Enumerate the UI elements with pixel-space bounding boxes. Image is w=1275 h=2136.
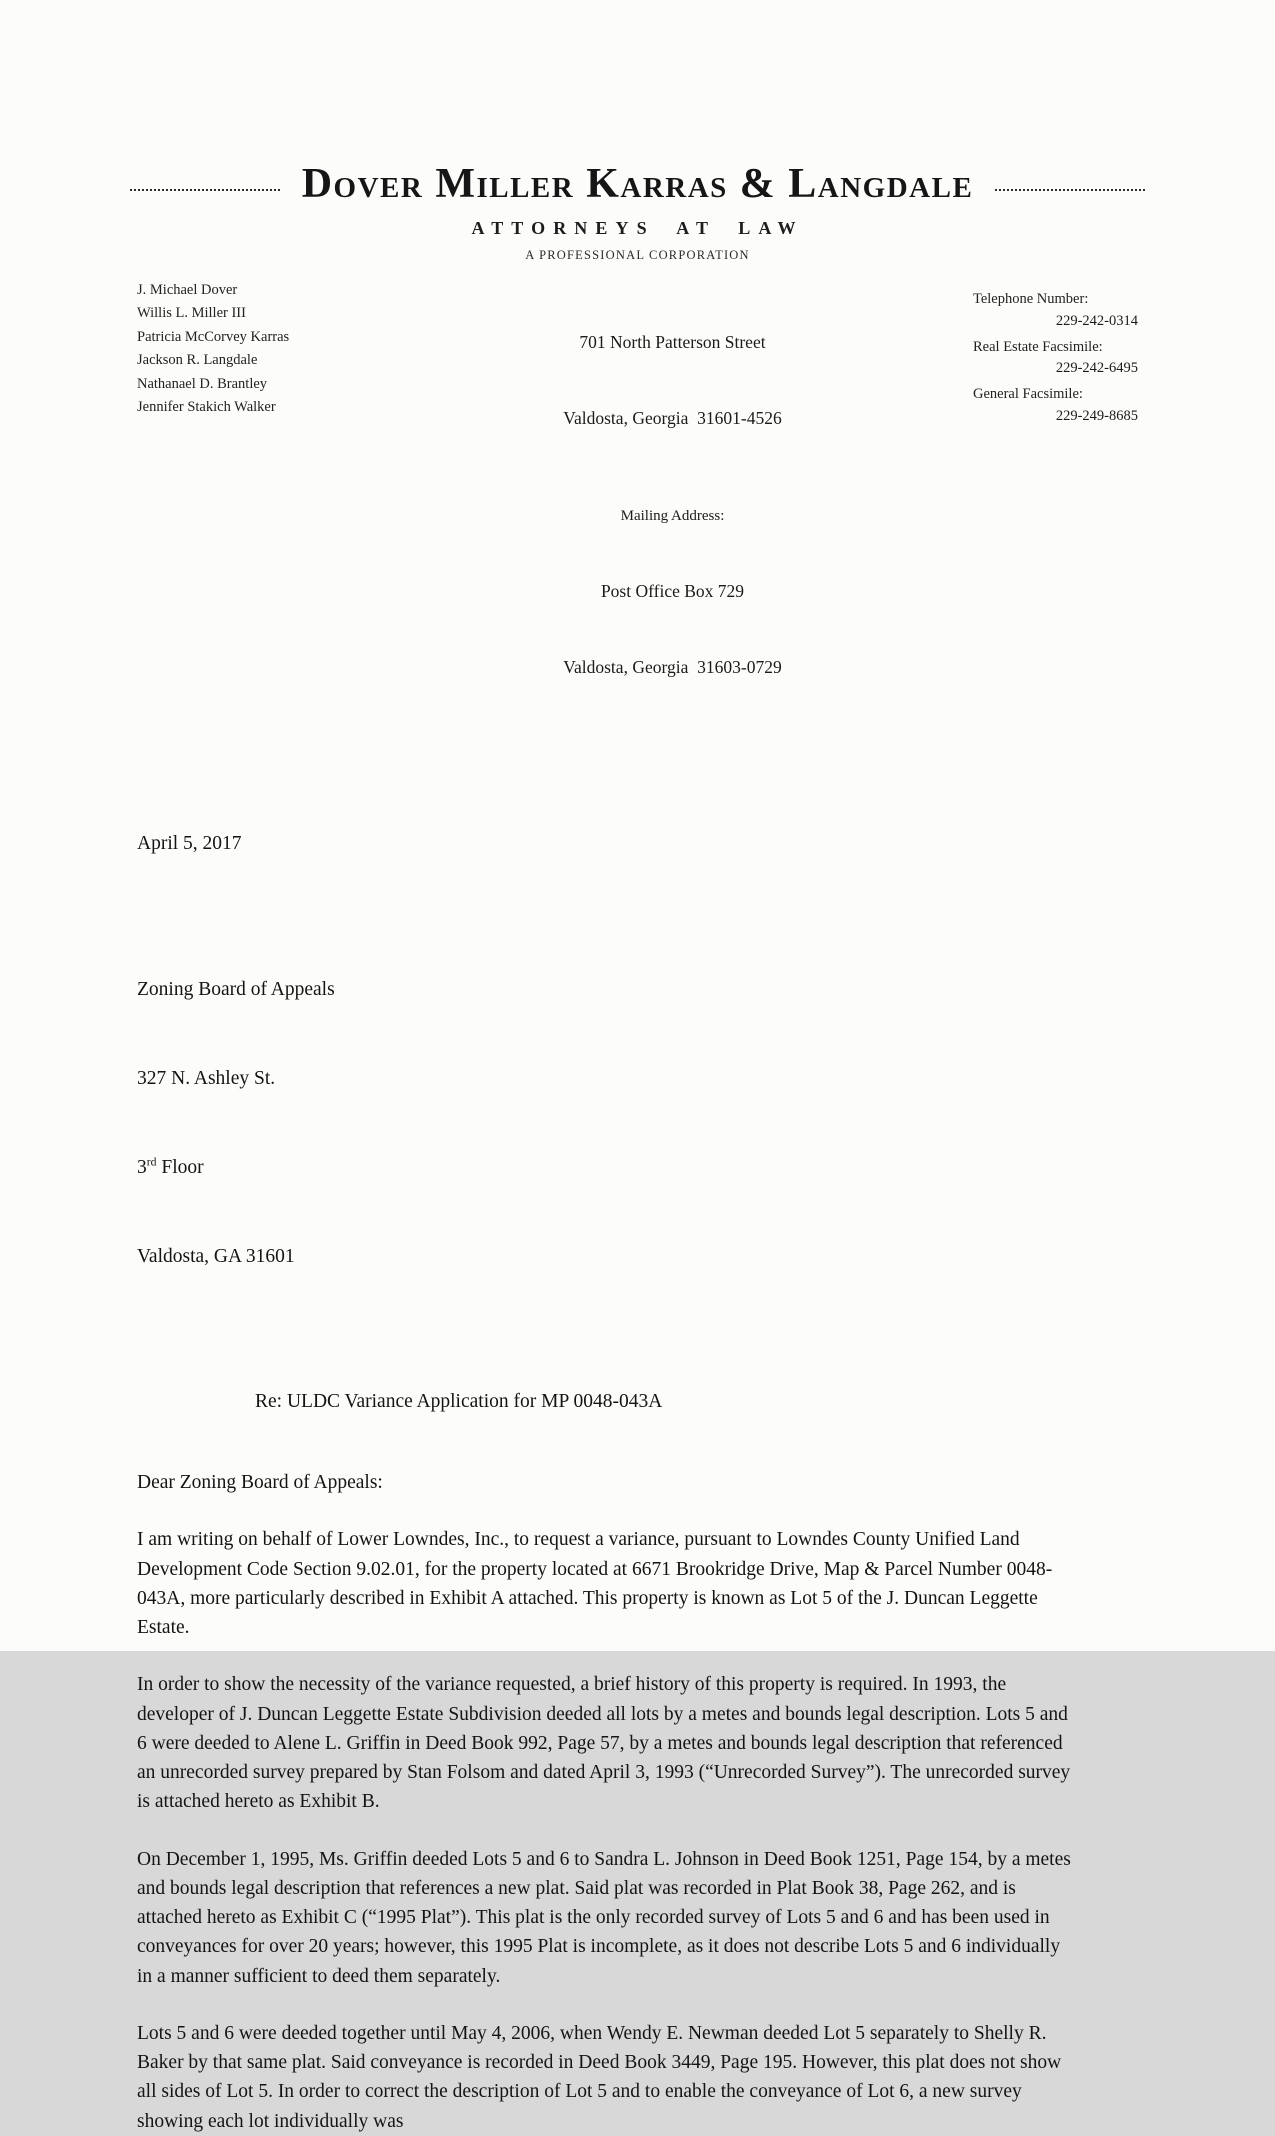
attorney-name: Willis L. Miller III: [137, 305, 246, 322]
street-address-line2: Valdosta, Georgia 31601-4526: [563, 407, 782, 428]
mailing-address-line2: Valdosta, Georgia 31603-0729: [563, 656, 782, 677]
letterhead-info-columns: [137, 279, 1138, 731]
street-address-line1: 701 North Patterson Street: [579, 331, 766, 352]
firm-name-row: [137, 160, 1138, 208]
real-estate-facsimile-label: Real Estate Facsimile:: [973, 338, 1103, 355]
body-paragraph-2: In order to show the necessity of the variance requested, a brief history of this property is required. In 1993, the developer of J. Duncan Leggette Estate Subdivision deeded all lots by a metes and bounds legal description. Lots 5 and 6 were deeded to Alene L. Griffin in Deed Book 992, Page 57, by a metes and bounds legal description that referenced an unrecorded survey prepared by Stan Folsom and dated April 3, 1993 (“Unrecorded Survey”). The unrecorded survey is attached hereto as Exhibit B.: [137, 1674, 1071, 1813]
telephone-label: Telephone Number:: [973, 291, 1089, 307]
letterhead: [0, 0, 1275, 731]
firm-contact-block: [973, 289, 1138, 432]
re-subject-line: Re: ULDC Variance Application for MP 0048-043A: [255, 1390, 663, 1412]
attorney-list: [137, 279, 372, 420]
attorney-name: Jackson R. Langdale: [137, 352, 258, 369]
body-paragraph-1: I am writing on behalf of Lower Lowndes, Inc., to request a variance, pursuant to Lowndes County Unified Land Development Code Section 9.02.01, for the property located at 6671 Brookridge Drive, Map & Parcel Number 0048-043A, more particularly described in Exhibit A attached. This property is known as Lot 5 of the J. Duncan Leggette Estate.: [137, 1529, 1053, 1638]
body-paragraph-4: Lots 5 and 6 were deeded together until May 4, 2006, when Wendy E. Newman deeded Lot 5 separately to Shelly R. Baker by that same plat. Said conveyance is recorded in Deed Book 3449, Page 195. However, this plat does not show all sides of Lot 5. In order to correct the description of Lot 5 and to enable the conveyance of Lot 6, a new survey showing each lot individually was: [137, 2022, 1062, 2132]
attorney-name: J. Michael Dover: [137, 282, 238, 298]
attorney-name: Nathanael D. Brantley: [137, 375, 268, 392]
decorative-dotted-rule-left: [130, 189, 280, 191]
attorney-name: Jennifer Stakich Walker: [137, 399, 276, 416]
attorneys-at-law-tagline: ATTORNEYS AT LAW: [471, 218, 804, 238]
floor-number: 3: [137, 1157, 147, 1178]
floor-ordinal-suffix: rd: [146, 1155, 157, 1169]
attorney-name: Patricia McCorvey Karras: [137, 328, 290, 345]
mailing-address-line1: Post Office Box 729: [600, 580, 745, 601]
recipient-address-block: [137, 916, 1078, 1331]
recipient-city-state-zip: Valdosta, GA 31601: [137, 1245, 295, 1267]
salutation: Dear Zoning Board of Appeals:: [137, 1472, 383, 1493]
recipient-street: 327 N. Ashley St.: [137, 1068, 276, 1090]
general-facsimile-number: 229-249-8685: [1055, 407, 1138, 424]
real-estate-facsimile-number: 229-242-6495: [1055, 360, 1138, 377]
letter-body: [0, 829, 1275, 2136]
recipient-floor: [137, 1153, 1078, 1183]
firm-name: Dover Miller Karras & Langdale: [301, 161, 974, 207]
telephone-number: 229-242-0314: [1055, 312, 1138, 329]
mailing-address-label: Mailing Address:: [620, 508, 725, 524]
letter-date: April 5, 2017: [137, 832, 242, 854]
floor-word: Floor: [156, 1157, 204, 1178]
firm-address-block: [508, 279, 838, 731]
professional-corporation-line: A PROFESSIONAL CORPORATION: [525, 248, 750, 262]
body-paragraph-3: On December 1, 1995, Ms. Griffin deeded Lots 5 and 6 to Sandra L. Johnson in Deed Book 1251, Page 154, by a metes and bounds legal description that references a new plat. Said plat was recorded in Plat Book 38, Page 262, and is attached hereto as Exhibit C (“1995 Plat”). This plat is the only recorded survey of Lots 5 and 6 and has been used in conveyances for over 20 years; however, this 1995 Plat is incomplete, as it does not describe Lots 5 and 6 individually in a manner sufficient to deed them separately.: [137, 1848, 1071, 1987]
general-facsimile-label: General Facsimile:: [973, 386, 1083, 402]
recipient-name: Zoning Board of Appeals: [137, 979, 335, 1001]
decorative-dotted-rule-right: [995, 189, 1145, 191]
